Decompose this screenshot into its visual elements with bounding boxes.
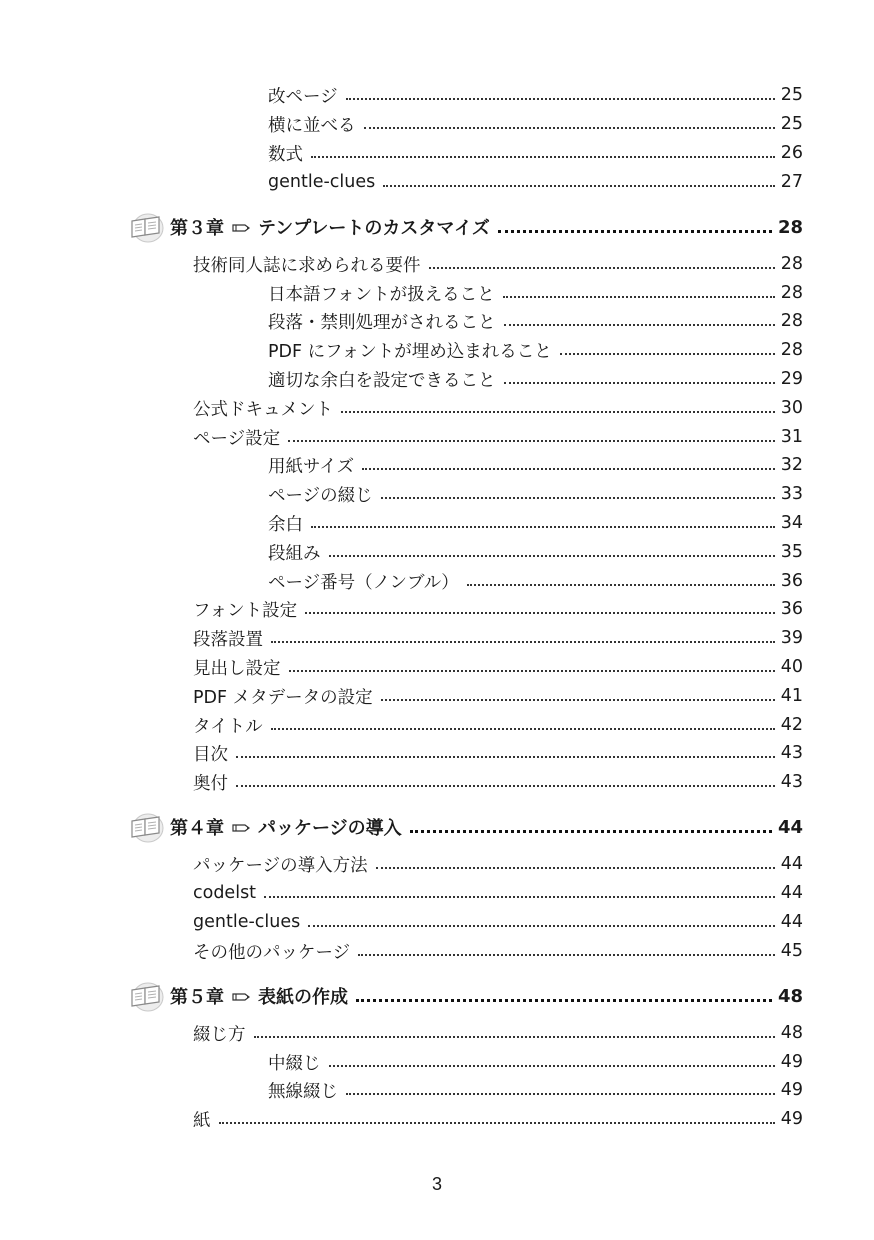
page-number: 3 [431,1174,442,1194]
dot-leader [383,185,774,187]
toc-entry-page: 39 [780,628,803,648]
toc-entry-page: 28 [780,340,803,360]
toc-entry[interactable] [268,307,803,335]
toc-entry[interactable] [193,739,803,767]
toc-chapter-entry[interactable] [128,980,803,1012]
toc-entry-page: 44 [777,816,803,838]
toc-entry[interactable] [193,937,803,965]
dot-leader [305,612,775,614]
toc-entry-page: 40 [780,657,803,677]
toc-entry-title: 改ページ [268,86,338,107]
toc-entry[interactable] [268,81,803,109]
toc-entry-title: 日本語フォントが扱えること [268,284,495,305]
toc-entry-page: 36 [780,599,803,619]
toc-entry[interactable] [268,168,803,196]
dot-leader [504,382,775,384]
toc-chapter-entry[interactable] [128,211,803,243]
toc-entry[interactable] [193,423,803,451]
toc-entry-title: パッケージの導入方法 [193,855,368,876]
toc-entry[interactable] [193,250,803,278]
toc-chapter-entry[interactable] [128,811,803,843]
toc-entry-title: 数式 [268,144,303,165]
toc-entry-page: 48 [777,985,803,1007]
toc-entry-title: 見出し設定 [193,658,281,679]
dot-leader [358,954,775,956]
toc-entry-page: 25 [780,114,803,134]
toc-entry-title: 余白 [268,514,303,535]
toc-entry-page: 32 [780,455,803,475]
toc-entry-page: 44 [780,883,803,903]
chapter-number: 第５章 [170,987,224,1008]
toc-entry[interactable] [268,139,803,167]
toc-entry[interactable] [268,110,803,138]
toc-entry-page: 28 [777,216,803,238]
toc-entry[interactable] [268,279,803,307]
toc-entry[interactable] [268,480,803,508]
open-book-icon [128,811,164,843]
dot-leader [271,641,775,643]
toc-entry-title: 目次 [193,744,228,765]
dot-leader [271,728,775,730]
toc-entry-title: 綴じ方 [193,1024,246,1045]
toc-entry[interactable] [193,682,803,710]
toc-entry-title: 技術同人誌に求められる要件 [193,255,421,276]
toc-entry[interactable] [193,595,803,623]
toc-entry[interactable] [268,336,803,364]
toc-entry-page: 41 [780,686,803,706]
pencil-icon [232,822,250,834]
toc-entry-page: 44 [780,854,803,874]
dot-leader [381,699,775,701]
toc-entry[interactable] [268,1048,803,1076]
toc-entry-page: 45 [780,941,803,961]
dot-leader [236,756,775,758]
dot-leader [329,1065,775,1067]
toc-entry-title: フォント設定 [193,600,298,621]
toc-entry-title: ページ設定 [193,428,281,449]
dot-leader [289,670,775,672]
toc-entry-title: gentle-clues [268,172,376,192]
toc-entry-title: 段組み [268,543,321,564]
toc-entry-title: 段落・禁則処理がされること [268,312,496,333]
dot-leader [236,785,775,787]
toc-entry-title: 表紙の作成 [258,987,348,1008]
toc-entry[interactable] [268,509,803,537]
toc-entry[interactable] [268,1076,803,1104]
dot-leader [346,98,775,100]
toc-entry-title: タイトル [193,716,263,737]
toc-entry-page: 27 [780,172,803,192]
toc-entry-title: ページ番号（ノンブル） [268,572,459,593]
dot-leader [429,267,775,269]
toc-entry[interactable] [193,1105,803,1133]
toc-entry-title: 紙 [193,1110,211,1131]
dot-leader [376,867,775,869]
open-book-icon [128,211,164,243]
toc-entry[interactable] [193,1019,803,1047]
toc-entry[interactable] [193,624,803,652]
toc-entry-title: 段落設置 [193,629,263,650]
dot-leader [311,526,775,528]
dot-leader [362,468,775,470]
pencil-icon [232,222,250,234]
dot-leader [410,830,772,833]
toc-entry-page: 49 [780,1080,803,1100]
toc-entry-page: 34 [780,513,803,533]
dot-leader [254,1036,775,1038]
toc-entry-page: 33 [780,484,803,504]
toc-entry-page: 42 [780,715,803,735]
toc-entry-page: 44 [780,912,803,932]
toc-entry[interactable] [268,451,803,479]
toc-entry[interactable] [268,365,803,393]
toc-entry-page: 25 [780,85,803,105]
toc-entry-page: 28 [780,254,803,274]
toc-entry-title: 適切な余白を設定できること [268,370,496,391]
toc-entry[interactable] [193,711,803,739]
toc-entry-title: gentle-clues [193,912,301,932]
dot-leader [381,497,775,499]
toc-entry-page: 31 [780,427,803,447]
toc-entry-page: 43 [780,772,803,792]
toc-entry-title: 無線綴じ [268,1081,338,1102]
toc-entry-page: 49 [780,1052,803,1072]
dot-leader [329,555,775,557]
toc-entry[interactable] [193,908,803,936]
dot-leader [498,230,772,233]
toc-entry[interactable] [193,394,803,422]
toc-entry[interactable] [268,538,803,566]
toc-entry-page: 35 [780,542,803,562]
toc-entry-title: 横に並べる [268,115,356,136]
dot-leader [356,999,772,1002]
toc-entry-title: 用紙サイズ [268,456,355,477]
toc-entry[interactable] [193,768,803,796]
dot-leader [503,296,775,298]
toc-entry-title: codelst [193,883,257,903]
toc-entry-page: 28 [780,311,803,331]
toc-entry-page: 30 [780,398,803,418]
toc-entry-page: 26 [780,143,803,163]
chapter-number: 第３章 [170,218,224,239]
open-book-icon [128,980,164,1012]
toc-entry-title: パッケージの導入 [258,818,402,839]
pencil-icon [232,991,250,1003]
dot-leader [341,411,775,413]
toc-entry-title: ページの綴じ [268,485,373,506]
toc-entry-title: 公式ドキュメント [193,399,333,420]
toc-entry-title: PDF メタデータの設定 [193,687,373,708]
toc-entry-page: 29 [780,369,803,389]
dot-leader [219,1122,775,1124]
dot-leader [346,1093,775,1095]
toc-entry-title: PDF にフォントが埋め込まれること [268,341,552,362]
dot-leader [311,156,775,158]
toc-entry[interactable] [193,850,803,878]
toc-entry-title: 中綴じ [268,1053,321,1074]
dot-leader [364,127,775,129]
dot-leader [264,896,775,898]
toc-entry-title: その他のパッケージ [193,942,351,963]
dot-leader [308,925,774,927]
toc-entry[interactable] [268,567,803,595]
chapter-number: 第４章 [170,818,224,839]
dot-leader [288,440,775,442]
dot-leader [560,353,775,355]
dot-leader [504,324,775,326]
dot-leader [467,584,775,586]
toc-entry-page: 48 [780,1023,803,1043]
toc-entry-page: 49 [780,1109,803,1129]
toc-entry-title: テンプレートのカスタマイズ [258,218,490,239]
toc-entry[interactable] [193,879,803,907]
toc-entry-title: 奥付 [193,773,228,794]
toc-entry-page: 43 [780,743,803,763]
toc-entry[interactable] [193,653,803,681]
toc-entry-page: 36 [780,571,803,591]
toc-entry-page: 28 [780,283,803,303]
